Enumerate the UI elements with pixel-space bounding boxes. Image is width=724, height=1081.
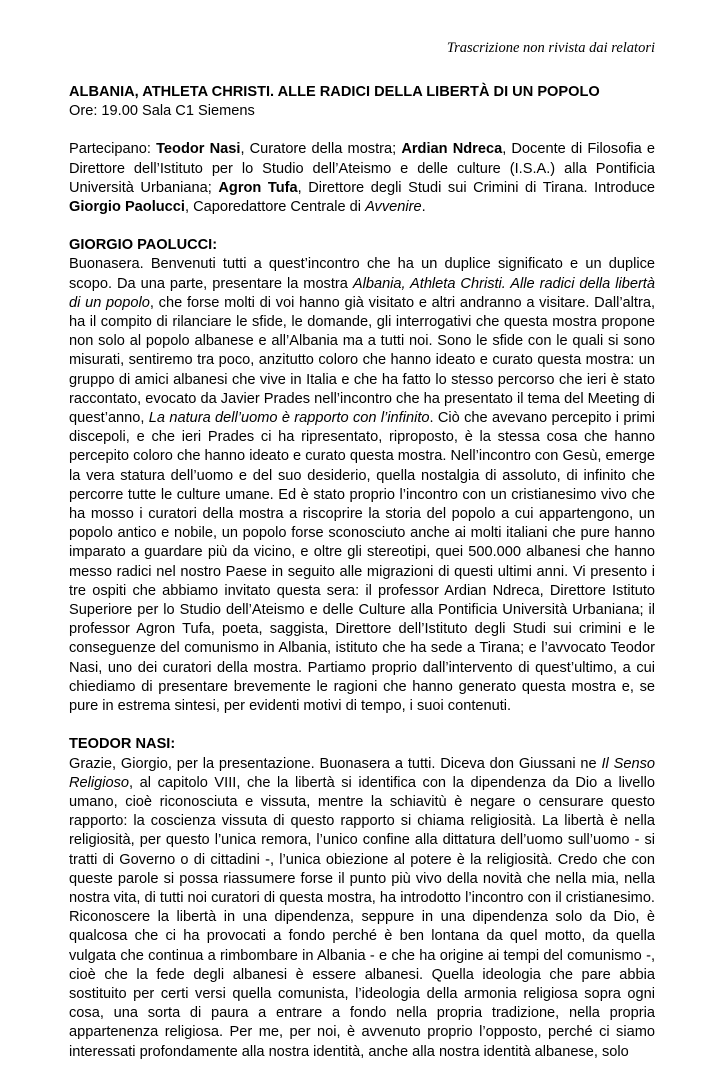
participants-block bbox=[69, 140, 655, 217]
text-run: Grazie, Giorgio, per la presentazione. Buonasera a tutti. Diceva don Giussani ne bbox=[69, 755, 602, 772]
transcription-note: Trascrizione non rivista dai relatori bbox=[446, 40, 655, 56]
text-run: , al capitolo VIII, che la libertà si identifica con la dipendenza da Dio a livello umano, cioè riconosciuta e vissuta, mentre la schiavitù è negare o censurare questo rapporto: la coscienza vissuta di questo rapporto si chiama religiosità. La libertà è nella religiosità, per questo l’unica remora, l’unico confine alla dittatura dell’uomo sull’uomo - si tratti di Governo o di cittadini -, l’unica obiezione al potere è la religiosità. Credo che con queste parole si possa riassumere forse il punto più vivo della novità che nella mia, nella nostra vita, di tutti noi curatori di questa mostra, ha introdotto l’incontro con il cristianesimo. Riconoscere la libertà in una dipendenza, seppure in una dipendenza solo da Dio, è qualcosa che ci ha provocati a fondo perché è ben lontana da quel motto, da quella vulgata che continua a rimbombare in Albania - e che ha origine ai tempi del comunismo -, cioè che la fede degli albanesi è essere albanesi. Quella ideologia che pare abbia sostituito per certi versi quella comunista, l’ideologia della armonia religiosa sopra ogni cosa, una sorta di paura a entrare a fondo nella propria tradizione, nella propria appartenenza religiosa. Per me, per noi, è avvenuto proprio l’opposto, perché ci siamo interessati profondamente alla nostra identità, anche alla nostra identità albanese, solo bbox=[69, 774, 655, 1060]
bold-name: Giorgio Paolucci bbox=[69, 199, 185, 216]
text-run: Partecipano: bbox=[69, 141, 157, 158]
speech-sections bbox=[69, 236, 655, 1062]
event-title: ALBANIA, ATHLETA CHRISTI. ALLE RADICI DELLA LIBERTÀ DI UN POPOLO bbox=[69, 84, 600, 100]
speaker-name: GIORGIO PAOLUCCI: bbox=[69, 237, 218, 254]
speech-section bbox=[69, 735, 655, 1061]
italic-title: Il Senso Religioso bbox=[69, 755, 656, 791]
speech-section bbox=[69, 236, 655, 716]
bold-name: Teodor Nasi bbox=[156, 141, 241, 158]
event-info bbox=[69, 83, 655, 121]
speech-paragraph bbox=[69, 755, 655, 1062]
text-run: , Docente di Filosofia e Direttore dell’Istituto per lo Studio dell’Ateismo e delle culture (I.S.A.) alla Pontificia Università Urbaniana; bbox=[69, 141, 655, 196]
italic-title: Avvenire bbox=[365, 199, 422, 216]
italic-title: Albania, Athleta Christi. Alle radici della libertà di un popolo bbox=[69, 275, 655, 311]
participants-paragraph bbox=[69, 140, 655, 217]
speaker-name: TEODOR NASI: bbox=[69, 736, 176, 753]
speech-paragraph bbox=[69, 255, 655, 716]
bold-name: Agron Tufa bbox=[218, 179, 298, 196]
text-run: . Ciò che avevano percepito i primi discepoli, e che ieri Prades ci ha ripresentato, riproposto, è la stessa cosa che hanno percepito coloro che hanno ideato e curato questa mostra. Nell’incontro con Gesù, emerge la vera statura dell’uomo e del suo desiderio, quella nostalgia di assoluto, di infinito che percorre tutte le culture umane. Ed è stato proprio l’incontro con un cristianesimo vivo che ha mosso i curatori della mostra a riscoprire la storia del popolo a cui appartengono, un popolo antico e nobile, un popolo forse sconosciuto anche ai molti italiani che pure hanno imparato a guardare più da vicino, e oltre gli stereotipi, quei 500.000 albanesi che hanno messo radici nel nostro Paese in seguito alle migrazioni di questi ultimi anni. Vi presento i tre ospiti che abbiamo invitato questa sera: il professor Ardian Ndreca, Direttore Istituto Superiore per lo Studio dell’Ateismo e delle Culture alla Pontificia Università Urbaniana; il professor Agron Tufa, poeta, saggista, Direttore dell’Istituto degli Studi sui crimini e le conseguenze del comunismo in Albania, istituto che ha sede a Tirana; e l’avvocato Teodor Nasi, uno dei curatori della mostra. Partiamo proprio dall’intervento di quest’ultimo, a cui chiediamo di presentare brevemente le ragioni che hanno generato questa mostra e, se pure in estrema sintesi, per evidenti motivi di tempo, i suoi contenuti. bbox=[69, 410, 655, 715]
text-run: , che forse molti di voi hanno già visitato e altri andranno a visitare. Dall’altra, ha il compito di rilanciare le sfide, le domande, gli interrogativi che questa mostra propone non solo al popolo albanese e all’Albania ma a tutti noi. Sono le sfide con le quali si sono misurati, sentiremo tra poco, anzitutto coloro che hanno ideato e curato questa mostra: un gruppo di amici albanesi che vive in Italia e che ha fatto lo stesso percorso che ieri è stato raccontato, evocato da Javier Prades nell’incontro che ha presentato il tema del Meeting di quest’anno, bbox=[69, 294, 656, 427]
text-run: , Curatore della mostra; bbox=[240, 141, 402, 158]
text-run: , Caporedattore Centrale di bbox=[184, 199, 366, 216]
event-time-place: Ore: 19.00 Sala C1 Siemens bbox=[69, 103, 255, 120]
italic-title: La natura dell’uomo è rapporto con l’infinito bbox=[148, 410, 430, 427]
text-run: Buonasera. Benvenuti tutti a quest’incontro che ha un duplice significato e un duplice scopo. Da una parte, presentare la mostra bbox=[69, 256, 655, 292]
bold-name: Ardian Ndreca bbox=[401, 141, 503, 158]
text-run: . bbox=[421, 199, 426, 216]
text-run: , Direttore degli Studi sui Crimini di Tirana. Introduce bbox=[297, 179, 655, 196]
document-body bbox=[69, 83, 655, 1081]
